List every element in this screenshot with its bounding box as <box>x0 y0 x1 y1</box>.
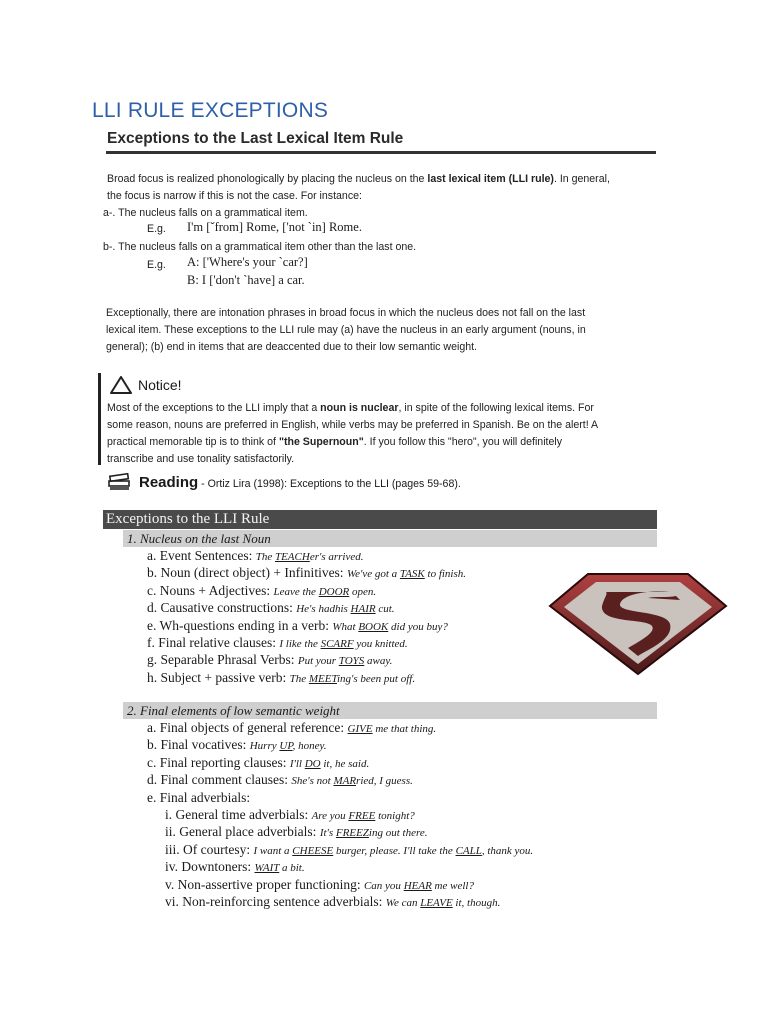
item-label: h. Subject + passive verb: <box>147 669 290 685</box>
item-example: it, he said. <box>320 757 370 770</box>
item-example: open. <box>349 585 377 598</box>
item-example: FREEZ <box>335 827 369 840</box>
item-label: i. General time adverbials: <box>165 807 312 822</box>
item-example: MAR <box>333 775 357 788</box>
item-example: FREE <box>348 810 376 822</box>
item-example: burger, please. I'll take the <box>333 844 456 857</box>
example-label: E.g. <box>147 223 166 235</box>
notice-line: Most of the exceptions to the LLI imply that a noun is nuclear, in spite of the following lexical items. For <box>107 402 594 414</box>
books-icon <box>108 472 132 497</box>
list-item <box>147 634 408 653</box>
item-example: DOOR <box>318 585 350 598</box>
item-label: d. Final comment clauses: <box>147 772 292 788</box>
item-example: ing out there. <box>368 827 428 840</box>
item-example: , thank you. <box>481 844 534 857</box>
notice-heading <box>110 376 182 397</box>
table-title: Exceptions to the LLI Rule <box>103 510 657 529</box>
item-example: TEACH <box>274 551 310 563</box>
list-item <box>147 736 327 755</box>
item-example: The <box>289 672 309 685</box>
item-label: iv. Downtoners: <box>165 859 255 875</box>
item-example: , honey. <box>292 740 327 753</box>
item-example: cut. <box>375 603 395 616</box>
divider <box>106 151 656 154</box>
list-item <box>165 841 533 860</box>
item-example: DO <box>304 757 321 770</box>
paragraph-line: lexical item. These exceptions to the LLI rule may (a) have the nucleus in an early argument (nouns, in <box>106 324 586 336</box>
example-label: E.g. <box>147 259 166 271</box>
item-example: GIVE <box>347 723 373 735</box>
item-label: e. Wh-questions ending in a verb: <box>147 617 333 633</box>
superman-logo <box>548 570 728 681</box>
warning-triangle-icon <box>110 376 132 397</box>
item-example: MEET <box>308 672 337 685</box>
item-example: She's not <box>291 775 334 788</box>
item-label: vi. Non-reinforcing sentence adverbials: <box>165 894 386 909</box>
item-label: c. Final reporting clauses: <box>147 754 290 770</box>
item-example: We can <box>385 897 421 909</box>
item-example: He's hadhis <box>296 603 351 616</box>
item-example: TOYS <box>338 655 365 668</box>
item-example: What <box>332 620 359 633</box>
item-example: er's arrived. <box>309 551 364 563</box>
example-text: A: ['Where's your `car?] <box>187 255 308 269</box>
item-label: a. Event Sentences: <box>147 548 256 563</box>
notice-line: transcribe and use tonality satisfactorily. <box>107 453 295 465</box>
item-example: tonight? <box>375 810 415 822</box>
item-example: me that thing. <box>372 723 437 735</box>
item-example: away. <box>364 655 393 668</box>
item-example: It's <box>319 827 336 840</box>
list-item <box>147 547 364 566</box>
list-item <box>165 893 500 912</box>
example-text: I'm [ˇfrom] Rome, ['not `in] Rome. <box>187 220 362 234</box>
list-item <box>147 719 436 738</box>
intro-b-label: b-. The nucleus falls on a grammatical item other than the last one. <box>103 241 417 253</box>
list-item <box>147 564 466 583</box>
intro-line-2: the focus is narrow if this is not the case. For instance: <box>107 190 362 202</box>
item-example: you knitted. <box>353 638 408 650</box>
item-example: UP <box>279 740 293 753</box>
item-example: to finish. <box>424 568 467 581</box>
example-text: B: I ['don't `have] a car. <box>187 273 305 287</box>
item-example: ing's been put off. <box>336 672 416 685</box>
list-item <box>147 789 250 808</box>
item-example: LEAVE <box>420 897 453 909</box>
item-example: did you buy? <box>388 620 448 633</box>
section-subtitle: Exceptions to the Last Lexical Item Rule <box>107 130 404 147</box>
item-example: Are you <box>311 810 349 822</box>
item-label: iii. Of courtesy: <box>165 841 254 857</box>
item-label: v. Non-assertive proper functioning: <box>165 876 364 892</box>
paragraph-line: Exceptionally, there are intonation phrases in broad focus in which the nucleus does not fall on the last <box>106 307 586 319</box>
item-label: f. Final relative clauses: <box>147 635 280 650</box>
item-example: HEAR <box>403 879 432 892</box>
item-label: b. Noun (direct object) + Infinitives: <box>147 565 347 581</box>
list-item <box>147 771 413 790</box>
item-label: ii. General place adverbials: <box>165 824 320 840</box>
list-item <box>147 582 376 601</box>
notice-line: practical memorable tip is to think of "the Supernoun". If you follow this "hero", you will definitely <box>107 436 563 448</box>
item-example: I'll <box>289 757 305 770</box>
item-example: I like the <box>279 638 321 650</box>
item-example: Leave the <box>273 585 319 598</box>
list-item <box>147 599 395 618</box>
item-label: g. Separable Phrasal Verbs: <box>147 652 298 668</box>
item-example: I want a <box>253 844 293 857</box>
item-example: HAIR <box>350 603 376 616</box>
intro-a-label: a-. The nucleus falls on a grammatical item. <box>103 207 308 219</box>
intro-line-1: Broad focus is realized phonologically by placing the nucleus on the last lexical item (LLI rule). In general, <box>107 173 610 185</box>
list-item <box>147 669 415 688</box>
list-item <box>147 617 448 636</box>
item-example: BOOK <box>358 620 389 633</box>
notice-line: some reason, nouns are preferred in English, while verbs may be preferred in Spanish. Be on the alert! A <box>107 419 599 431</box>
item-example: Put your <box>297 655 339 668</box>
item-label: c. Nouns + Adjectives: <box>147 582 274 598</box>
item-example: SCARF <box>320 638 354 650</box>
section-heading: 1. Nucleus on the last Noun <box>123 530 657 547</box>
notice-bar <box>98 373 101 465</box>
item-example: a bit. <box>279 862 305 875</box>
item-example: TASK <box>399 568 425 581</box>
list-item <box>165 806 415 825</box>
paragraph-line: general); (b) end in items that are deaccented due to their low semantic weight. <box>106 341 477 353</box>
list-item <box>165 858 305 877</box>
list-item <box>165 876 474 895</box>
item-label: d. Causative constructions: <box>147 600 297 616</box>
item-example: The <box>255 551 275 563</box>
item-example: Can you <box>363 879 404 892</box>
item-example: CHEESE <box>292 844 334 857</box>
item-example: Hurry <box>249 740 280 753</box>
item-example: WAIT <box>254 862 280 875</box>
item-example: CALL <box>455 844 482 857</box>
item-label: b. Final vocatives: <box>147 737 250 753</box>
item-example: ried, I guess. <box>356 775 413 788</box>
item-label: a. Final objects of general reference: <box>147 720 348 735</box>
reading-line: Reading - Ortiz Lira (1998): Exceptions to the LLI (pages 59-68). <box>139 474 461 491</box>
item-example: it, though. <box>452 897 501 909</box>
section-heading: 2. Final elements of low semantic weight <box>123 702 657 719</box>
item-example: We've got a <box>346 568 400 581</box>
notice-heading-text: Notice! <box>138 377 182 394</box>
list-item <box>147 651 392 670</box>
list-item <box>147 754 369 773</box>
page-title: LLI RULE EXCEPTIONS <box>92 99 329 122</box>
item-example: me well? <box>431 879 474 892</box>
item-label: e. Final adverbials: <box>147 789 251 805</box>
list-item <box>165 823 427 842</box>
